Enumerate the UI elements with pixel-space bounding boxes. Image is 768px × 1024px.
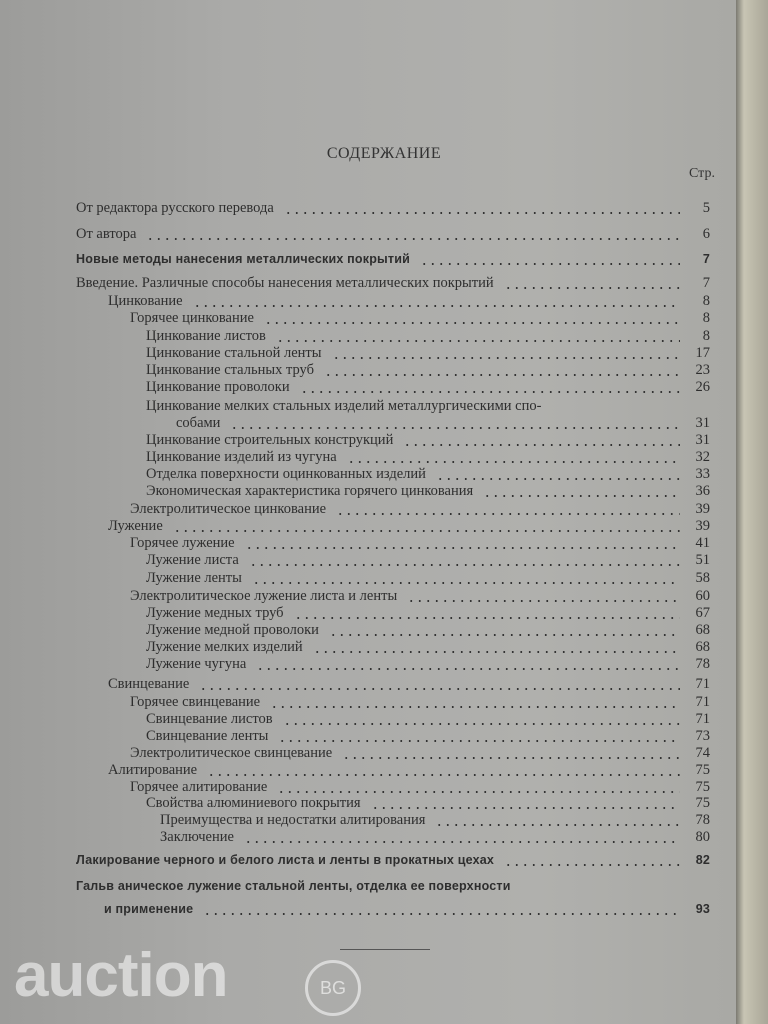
- toc-page-number: 31: [695, 432, 710, 448]
- toc-page-number: 8: [702, 293, 710, 309]
- toc-page-number: 73: [695, 728, 710, 744]
- dot-leader: [276, 340, 680, 342]
- toc-page-number: 78: [695, 656, 710, 672]
- dot-leader: [435, 824, 680, 826]
- toc-entry-title: Гальв аническое лужение стальной ленты, отделка ее поверхности: [76, 879, 511, 893]
- toc-entry-title: Цинкование листов: [146, 328, 266, 344]
- toc-page-number: 41: [695, 535, 710, 551]
- toc-page-number: 39: [695, 501, 710, 517]
- toc-entry: [0, 794, 768, 812]
- dot-leader: [403, 444, 680, 446]
- toc-entry-title: Заключение: [160, 829, 234, 845]
- toc-entry-title: Алитирование: [108, 762, 198, 778]
- toc-entry-title-continuation: и применение: [104, 902, 194, 916]
- dot-leader: [203, 913, 680, 915]
- toc-entry: [0, 534, 768, 552]
- toc-entry: [0, 551, 768, 569]
- toc-entry-title: Электролитическое свинцевание: [130, 745, 333, 761]
- toc-page-number: 71: [695, 711, 710, 727]
- toc-entry-title: Свинцевание ленты: [146, 728, 269, 744]
- toc-entry-title: Лужение ленты: [146, 570, 242, 586]
- toc-entry: [0, 431, 768, 449]
- watermark-logo: auction: [14, 941, 228, 1010]
- toc-page-number: 74: [695, 745, 710, 761]
- toc-page-number: 82: [695, 853, 710, 867]
- toc-entry: [0, 250, 768, 268]
- toc-entry: [0, 500, 768, 518]
- toc-page-number: 80: [695, 829, 710, 845]
- toc-page-number: 7: [702, 275, 710, 291]
- toc-page-number: 67: [695, 605, 710, 621]
- dot-leader: [324, 374, 680, 376]
- toc-entry-title: Лужение мелких изделий: [146, 639, 303, 655]
- dot-leader: [199, 688, 680, 690]
- toc-page-number: 8: [702, 328, 710, 344]
- page-title: СОДЕРЖАНИЕ: [326, 145, 442, 162]
- dot-leader: [342, 757, 680, 759]
- dot-leader: [146, 238, 680, 240]
- dot-leader: [277, 791, 680, 793]
- toc-entry-title: Горячее алитирование: [130, 779, 268, 795]
- toc-entry: [0, 727, 768, 745]
- dot-leader: [284, 212, 680, 214]
- toc-entry-title: Свойства алюминиевого покрытия: [146, 795, 361, 811]
- toc-page-number: 68: [695, 639, 710, 655]
- dot-leader: [347, 461, 680, 463]
- toc-page-number: 26: [695, 379, 710, 395]
- toc-entry: [0, 309, 768, 327]
- toc-page-number: 68: [695, 622, 710, 638]
- toc-entry-title: Свинцевание: [108, 676, 190, 692]
- toc-entry: [0, 482, 768, 500]
- toc-entry: [0, 710, 768, 728]
- dot-leader: [193, 305, 680, 307]
- toc-entry: [0, 587, 768, 605]
- toc-entry: [0, 378, 768, 396]
- toc-entry-title: Лужение чугуна: [146, 656, 247, 672]
- toc-entry: [0, 361, 768, 379]
- toc-entry: [0, 744, 768, 762]
- toc-page-number: 39: [695, 518, 710, 534]
- dot-leader: [252, 582, 680, 584]
- dot-leader: [483, 495, 680, 497]
- toc-page-number: 7: [702, 252, 710, 266]
- toc-entry-title: Введение. Различные способы нанесения металлических покрытий: [76, 275, 494, 291]
- toc-entry-title: Лакирование черного и белого листа и ленты в прокатных цехах: [76, 853, 495, 867]
- dot-leader: [207, 774, 680, 776]
- toc-entry: [0, 465, 768, 483]
- dot-leader: [230, 427, 680, 429]
- toc-entry: [0, 344, 768, 362]
- dot-leader: [332, 357, 680, 359]
- toc-page-number: 75: [695, 779, 710, 795]
- toc-entry-title: Электролитическое цинкование: [130, 501, 327, 517]
- toc-entry-title: Цинкование стальной ленты: [146, 345, 322, 361]
- toc-entry-title: Горячее свинцевание: [130, 694, 261, 710]
- toc-entry-title: От редактора русского перевода: [76, 200, 274, 216]
- toc-entry-title-continuation: собами: [176, 415, 221, 431]
- dot-leader: [371, 807, 680, 809]
- toc-entry-title: Лужение медных труб: [146, 605, 284, 621]
- dot-leader: [249, 564, 680, 566]
- toc-entry-title: Электролитическое лужение листа и ленты: [130, 588, 398, 604]
- toc-entry-title: Цинкование строительных конструкций: [146, 432, 394, 448]
- toc-entry: [0, 199, 768, 217]
- toc-entry-title: Лужение листа: [146, 552, 239, 568]
- dot-leader: [336, 513, 680, 515]
- toc-page-number: 23: [695, 362, 710, 378]
- toc-page-number: 78: [695, 812, 710, 828]
- dot-leader: [504, 287, 680, 289]
- dot-leader: [504, 864, 680, 866]
- toc-entry: [0, 517, 768, 535]
- toc-entry-title: Лужение: [108, 518, 163, 534]
- toc-page-number: 8: [702, 310, 710, 326]
- toc-entry: [0, 274, 768, 292]
- toc-page-number: 5: [702, 200, 710, 216]
- toc-page-number: 58: [695, 570, 710, 586]
- page-column-label: Стр.: [689, 166, 715, 181]
- toc-entry: [0, 675, 768, 693]
- toc-entry-title: Экономическая характеристика горячего цинкования: [146, 483, 474, 499]
- dot-leader: [270, 706, 680, 708]
- watermark-badge: BG: [305, 960, 361, 1016]
- toc-entry: [0, 851, 768, 869]
- toc-entry: [0, 638, 768, 656]
- toc-entry-title: Преимущества и недостатки алитирования: [160, 812, 426, 828]
- divider: [340, 949, 430, 950]
- toc-entry: [0, 225, 768, 243]
- toc-entry-title: Горячее лужение: [130, 535, 235, 551]
- toc-page-number: 31: [695, 415, 710, 431]
- toc-entry: [0, 877, 768, 917]
- dot-leader: [264, 322, 680, 324]
- toc-entry: [0, 693, 768, 711]
- toc-page-number: 32: [695, 449, 710, 465]
- toc-entry-title: Новые методы нанесения металлических покрытий: [76, 252, 411, 266]
- dot-leader: [313, 651, 680, 653]
- toc-entry-title: Отделка поверхности оцинкованных изделий: [146, 466, 426, 482]
- toc-entry: [0, 655, 768, 673]
- toc-entry: [0, 811, 768, 829]
- dot-leader: [300, 391, 680, 393]
- toc-page-number: 17: [695, 345, 710, 361]
- toc-entry: [0, 828, 768, 846]
- toc-page-number: 75: [695, 795, 710, 811]
- toc-entry-title: Цинкование проволоки: [146, 379, 290, 395]
- toc-entry-title: Горячее цинкование: [130, 310, 254, 326]
- toc-page-number: 36: [695, 483, 710, 499]
- toc-entry: [0, 604, 768, 622]
- toc-entry-title: Цинкование стальных труб: [146, 362, 314, 378]
- toc-entry: [0, 761, 768, 779]
- dot-leader: [173, 530, 680, 532]
- toc-entry-title: Цинкование: [108, 293, 183, 309]
- dot-leader: [244, 841, 680, 843]
- toc-page-number: 6: [702, 226, 710, 242]
- toc-entry: [0, 569, 768, 587]
- toc-page-number: 71: [695, 676, 710, 692]
- toc-page-number: 75: [695, 762, 710, 778]
- toc-entry-title: Цинкование мелких стальных изделий металлургическими спо-: [146, 398, 542, 414]
- toc-entry-title: Лужение медной проволоки: [146, 622, 319, 638]
- toc-page-number: 33: [695, 466, 710, 482]
- toc-entry-title: Свинцевание листов: [146, 711, 273, 727]
- toc-entry-title: От автора: [76, 226, 137, 242]
- dot-leader: [283, 723, 680, 725]
- toc-page-number: 93: [695, 902, 710, 916]
- toc-entry: [0, 327, 768, 345]
- dot-leader: [294, 617, 680, 619]
- toc-entry: [0, 448, 768, 466]
- dot-leader: [245, 547, 680, 549]
- dot-leader: [436, 478, 680, 480]
- dot-leader: [278, 740, 680, 742]
- toc-page-number: 60: [695, 588, 710, 604]
- toc-entry: [0, 621, 768, 639]
- dot-leader: [256, 668, 680, 670]
- toc-entry-title: Цинкование изделий из чугуна: [146, 449, 337, 465]
- toc-page-number: 71: [695, 694, 710, 710]
- toc-page-number: 51: [695, 552, 710, 568]
- dot-leader: [407, 600, 680, 602]
- dot-leader: [329, 634, 680, 636]
- dot-leader: [420, 263, 680, 265]
- toc-entry: [0, 292, 768, 310]
